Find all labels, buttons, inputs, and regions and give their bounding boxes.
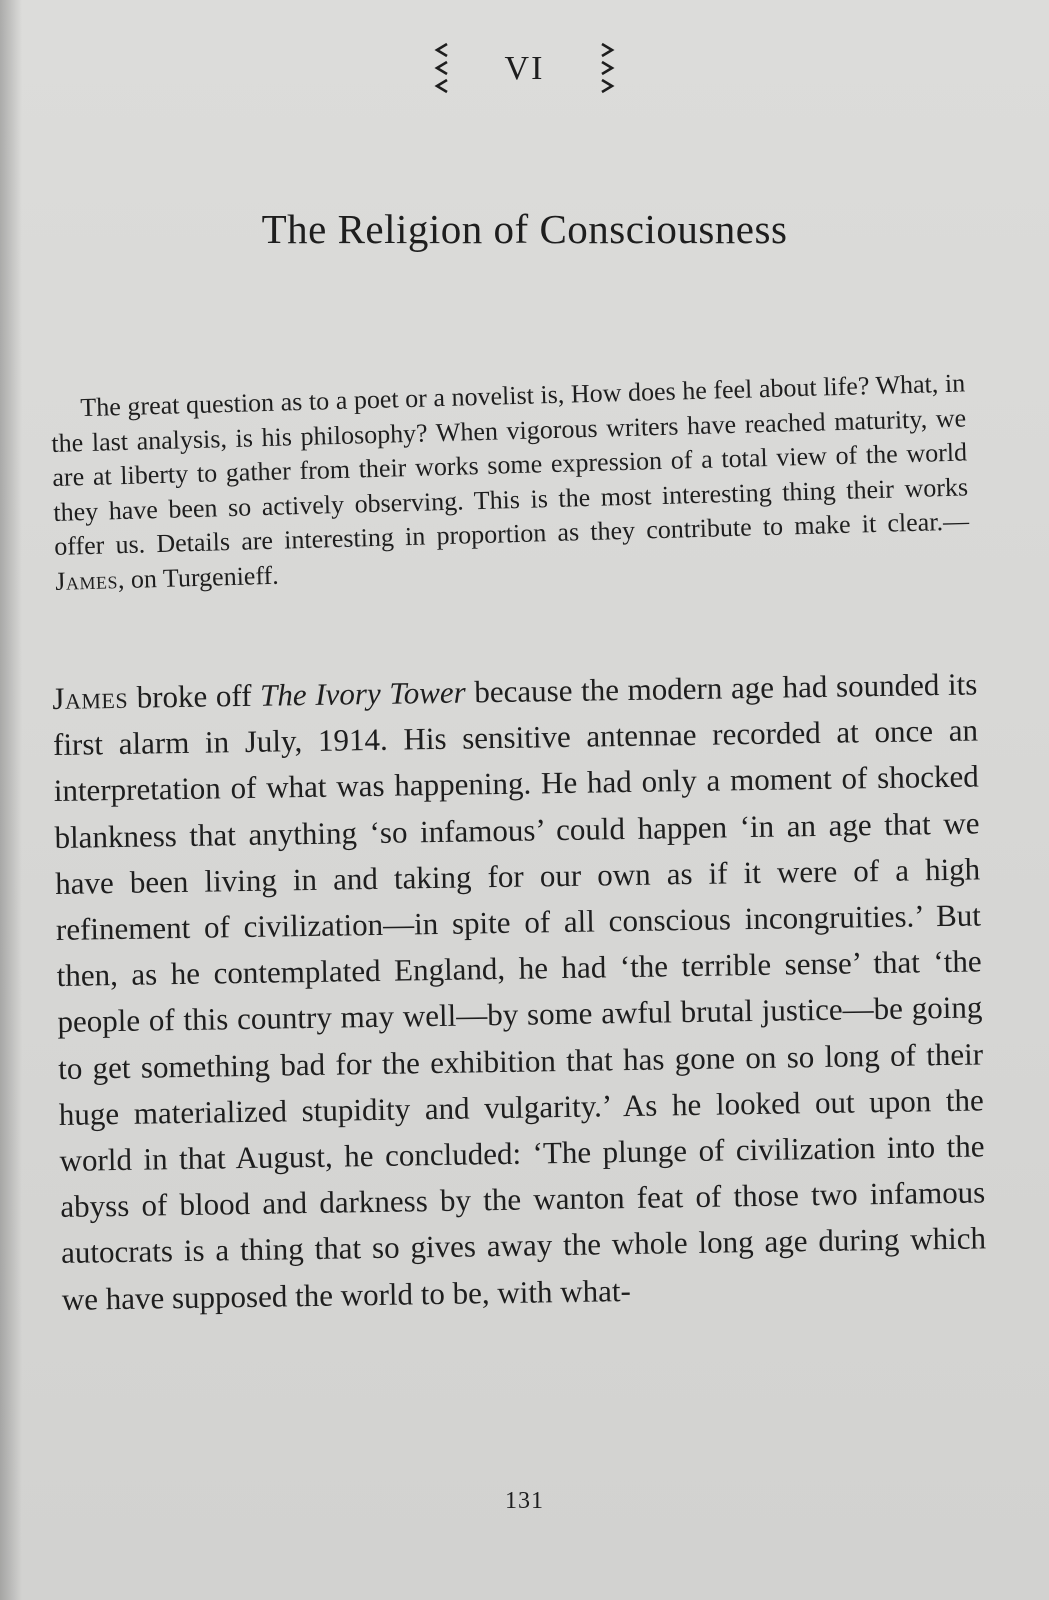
chapter-number: VI <box>504 50 545 87</box>
left-ornament-icon <box>431 40 453 98</box>
page-number: 131 <box>505 1488 544 1514</box>
epigraph <box>50 366 970 598</box>
epigraph-text: The great question as to a poet or a novelist is, How does he feel about life? What, in the last analysis, is his philosophy? When vigorous writers have reached maturity, we are at liberty to gather from their works some expression of a total view of the world they have been so actively observing. This is the most interesting thing their works offer us. Details are interesting in proportion as they contribute to make it clear.— <box>51 368 970 561</box>
body-paragraph <box>52 661 987 1322</box>
body-text-main: because the modern age had sounded its first alarm in July, 1914. His sensitive antennae recorded at once an interpretation of what was happening. He had only a moment of shocked blankness that anything ‘so infamous’ could happen ‘in an age that we have been living in and taking for our own as if it were of a high refinement of civilization—in spite of all conscious incongruities.’ But then, as he contemplated England, he had ‘the terrible sense’ that ‘the people of this country may well—by some awful brutal justice—be going to get something bad for the exhibition that has gone on so long of their huge materialized stupidity and vulgarity.’ As he looked out upon the world in that August, he concluded: ‘The plunge of civilization into the abyss of blood and darkness by the wanton feat of those two infamous autocrats is a thing that so gives away the whole long age during which we have supposed the world to be, with what- <box>52 666 987 1317</box>
right-ornament-icon <box>596 40 618 98</box>
book-title: The Ivory Tower <box>259 674 466 713</box>
epigraph-attribution: , on Turgenieff. <box>117 560 280 594</box>
lead-word: James <box>52 679 129 716</box>
chapter-heading <box>0 40 1049 98</box>
body-text-intro: broke off <box>127 677 261 715</box>
chapter-title: The Religion of Consciousness <box>261 206 788 252</box>
epigraph-author: James <box>54 564 119 596</box>
